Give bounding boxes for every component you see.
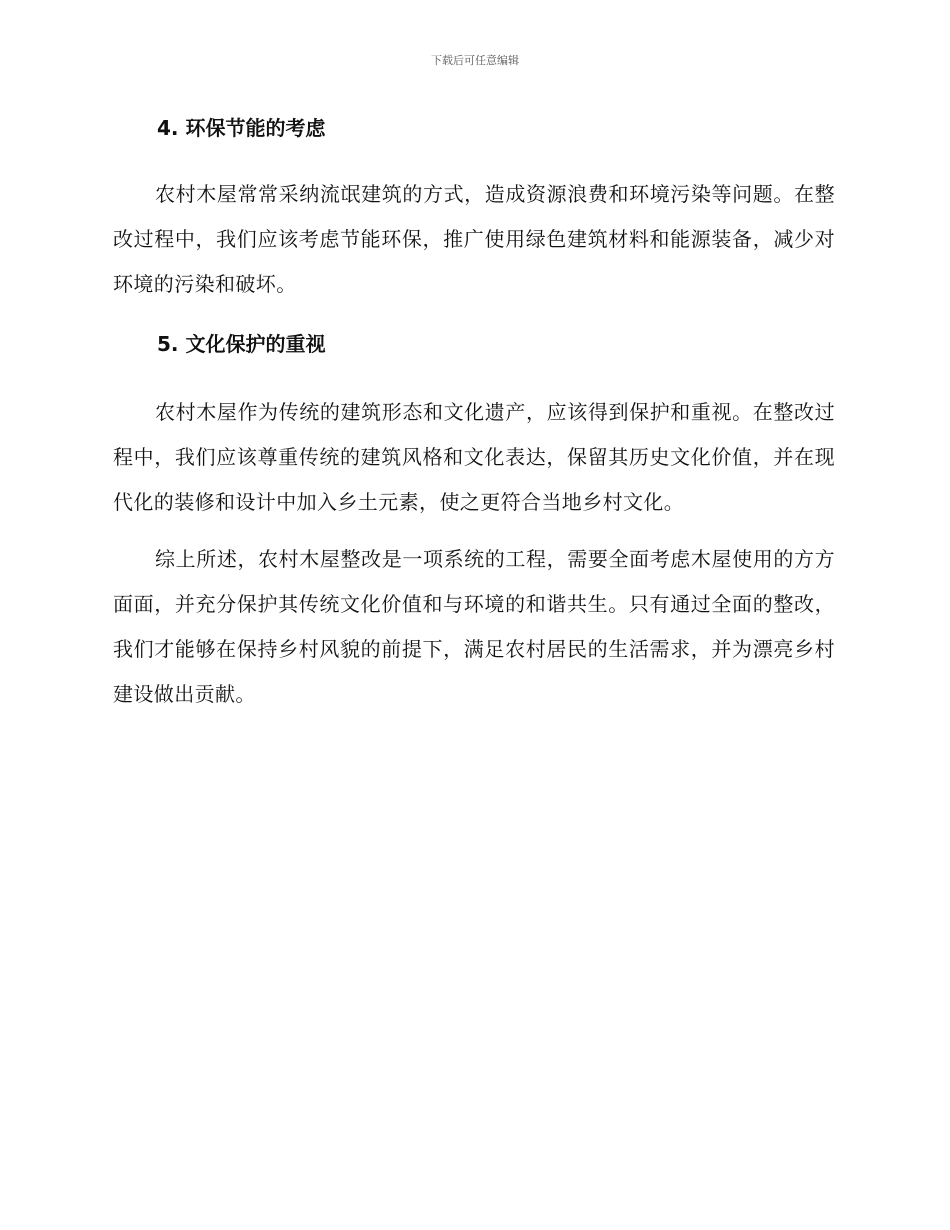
section-heading-culture: 5. 文化保护的重视 xyxy=(157,332,326,356)
section-heading-eco: 4. 环保节能的考虑 xyxy=(157,116,326,140)
conclusion-paragraph: 综上所述，农村木屋整改是一项系统的工程，需要全面考虑木屋使用的方方面面，并充分保护其传统文化价值和与环境的和谐共生。只有通过全面的整改，我们才能够在保持乡村风貌的前提下，满足农村居民的生活需求，并为漂亮乡村建设做出贡献。 xyxy=(113,547,835,706)
page-header-note: 下载后可任意编辑 xyxy=(431,54,519,67)
section-paragraph-culture: 农村木屋作为传统的建筑形态和文化遗产，应该得到保护和重视。在整改过程中，我们应该尊重传统的建筑风格和文化表达，保留其历史文化价值，并在现代化的装修和设计中加入乡土元素，使之更符合当地乡村文化。 xyxy=(113,400,835,514)
document-body xyxy=(113,114,835,717)
section-paragraph-eco: 农村木屋常常采纳流氓建筑的方式，造成资源浪费和环境污染等问题。在整改过程中，我们应该考虑节能环保，推广使用绿色建筑材料和能源装备，减少对环境的污染和破坏。 xyxy=(113,182,835,296)
